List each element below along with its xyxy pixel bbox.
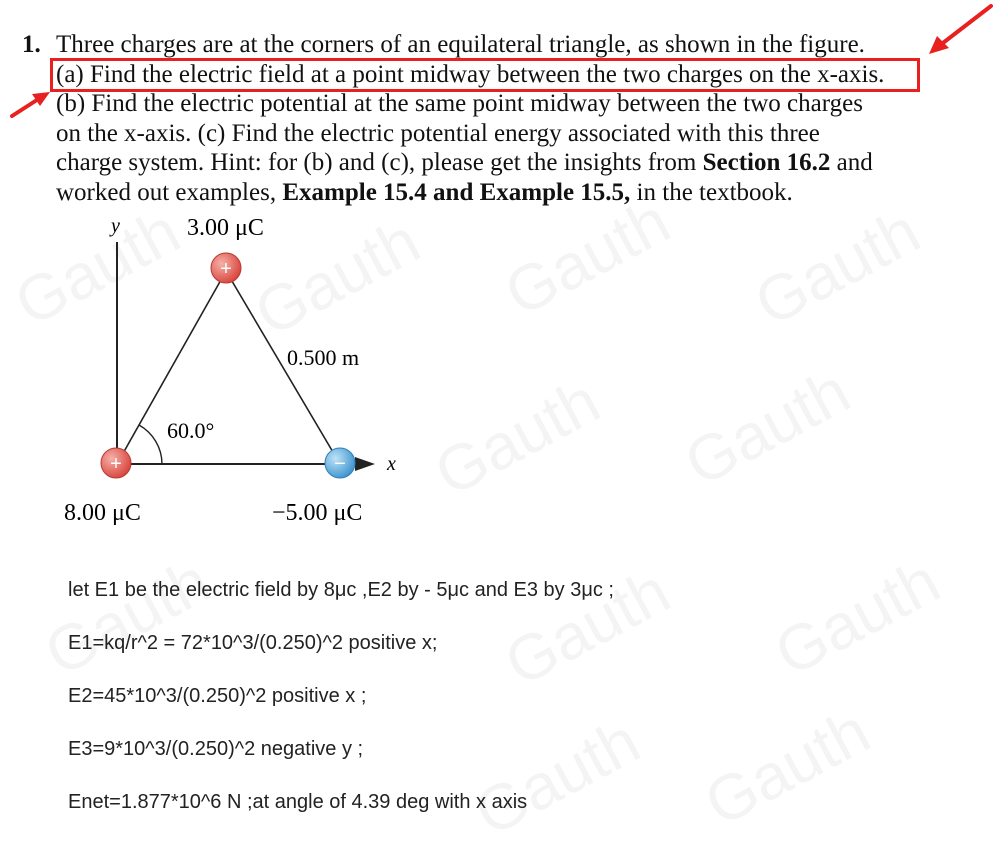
left-charge-sign: + — [110, 453, 122, 475]
top-charge-sign: + — [220, 258, 232, 280]
problem-line-1: Three charges are at the corners of an equilateral triangle, as shown in the figure. — [56, 31, 865, 58]
right-charge-sign: − — [334, 453, 346, 475]
watermark — [743, 193, 932, 340]
angle-label: 60.0° — [167, 418, 215, 443]
problem-line-2: (a) Find the electric field at a point midway between the two charges on the x-axis. — [56, 60, 885, 88]
problem-number: 1. — [22, 31, 41, 58]
problem-line-6 — [56, 178, 922, 208]
solution-line-1: let E1 be the electric field by 8μc ,E2 by - 5μc and E3 by 3μc ; — [68, 579, 614, 601]
problem-line-5-text: charge system. Hint: for (b) and (c), please get the insights from — [56, 149, 703, 176]
arrow-icon — [6, 90, 52, 120]
x-axis-label: x — [387, 453, 396, 475]
problem-line-6-prefix: worked out examples, — [56, 178, 283, 206]
problem-line-4: on the x-axis. (c) Find the electric potential energy associated with this three — [56, 119, 820, 147]
angle-arc — [139, 425, 162, 464]
hint-examples: Example 15.4 and Example 15.5, — [282, 178, 631, 206]
hint-and: and — [830, 149, 873, 176]
watermark — [673, 353, 862, 500]
arrow-icon — [925, 2, 995, 58]
problem-statement — [22, 30, 922, 207]
solution-line-4: E3=9*10^3/(0.250)^2 negative y ; — [68, 738, 364, 760]
hint-section: Section 16.2 — [702, 149, 831, 176]
side-length-label: 0.500 m — [287, 345, 360, 370]
y-axis-label: y — [111, 215, 120, 237]
left-charge-label: 8.00 μC — [64, 500, 141, 526]
right-charge-label: −5.00 μC — [272, 500, 363, 526]
watermark — [423, 363, 612, 510]
charge-triangle-figure — [50, 205, 410, 535]
solution-line-3: E2=45*10^3/(0.250)^2 positive x ; — [68, 685, 367, 707]
x-axis-arrowhead — [355, 457, 375, 471]
solution-line-5: Enet=1.877*10^6 N ;at angle of 4.39 deg with x axis — [68, 791, 528, 813]
solution-line-2: E1=kq/r^2 = 72*10^3/(0.250)^2 positive x; — [68, 632, 438, 654]
problem-line-3: (b) Find the electric potential at the same point midway between the two charges — [56, 90, 863, 117]
problem-line-6-suffix: in the textbook. — [630, 178, 793, 206]
highlight-box — [50, 58, 920, 92]
solution — [68, 575, 948, 840]
problem-line-5 — [56, 148, 922, 178]
top-charge-label: 3.00 μC — [187, 215, 264, 241]
